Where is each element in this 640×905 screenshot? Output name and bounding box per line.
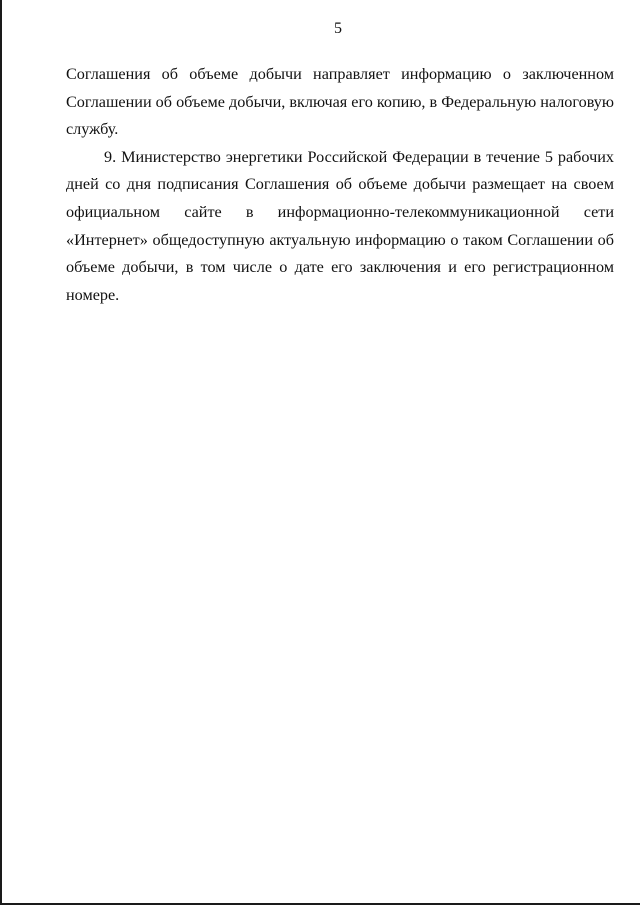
paragraph-item-9: 9. Министерство энергетики Российской Федерации в течение 5 рабочих дней со дня подписания Соглашения об объеме добычи размещает на своем официальном сайте в информационно-телекоммуникационной сети «Интернет» общедоступную актуальную информацию о таком Соглашении об объеме добычи, в том числе о дате его заключения и его регистрационном номере.: [66, 147, 614, 304]
document-body: [66, 61, 614, 309]
paragraph-continuation: Соглашения об объеме добычи направляет информацию о заключенном Соглашении об объеме добычи, включая его копию, в Федеральную налоговую службу.: [66, 65, 614, 139]
page-number: 5: [334, 20, 342, 37]
